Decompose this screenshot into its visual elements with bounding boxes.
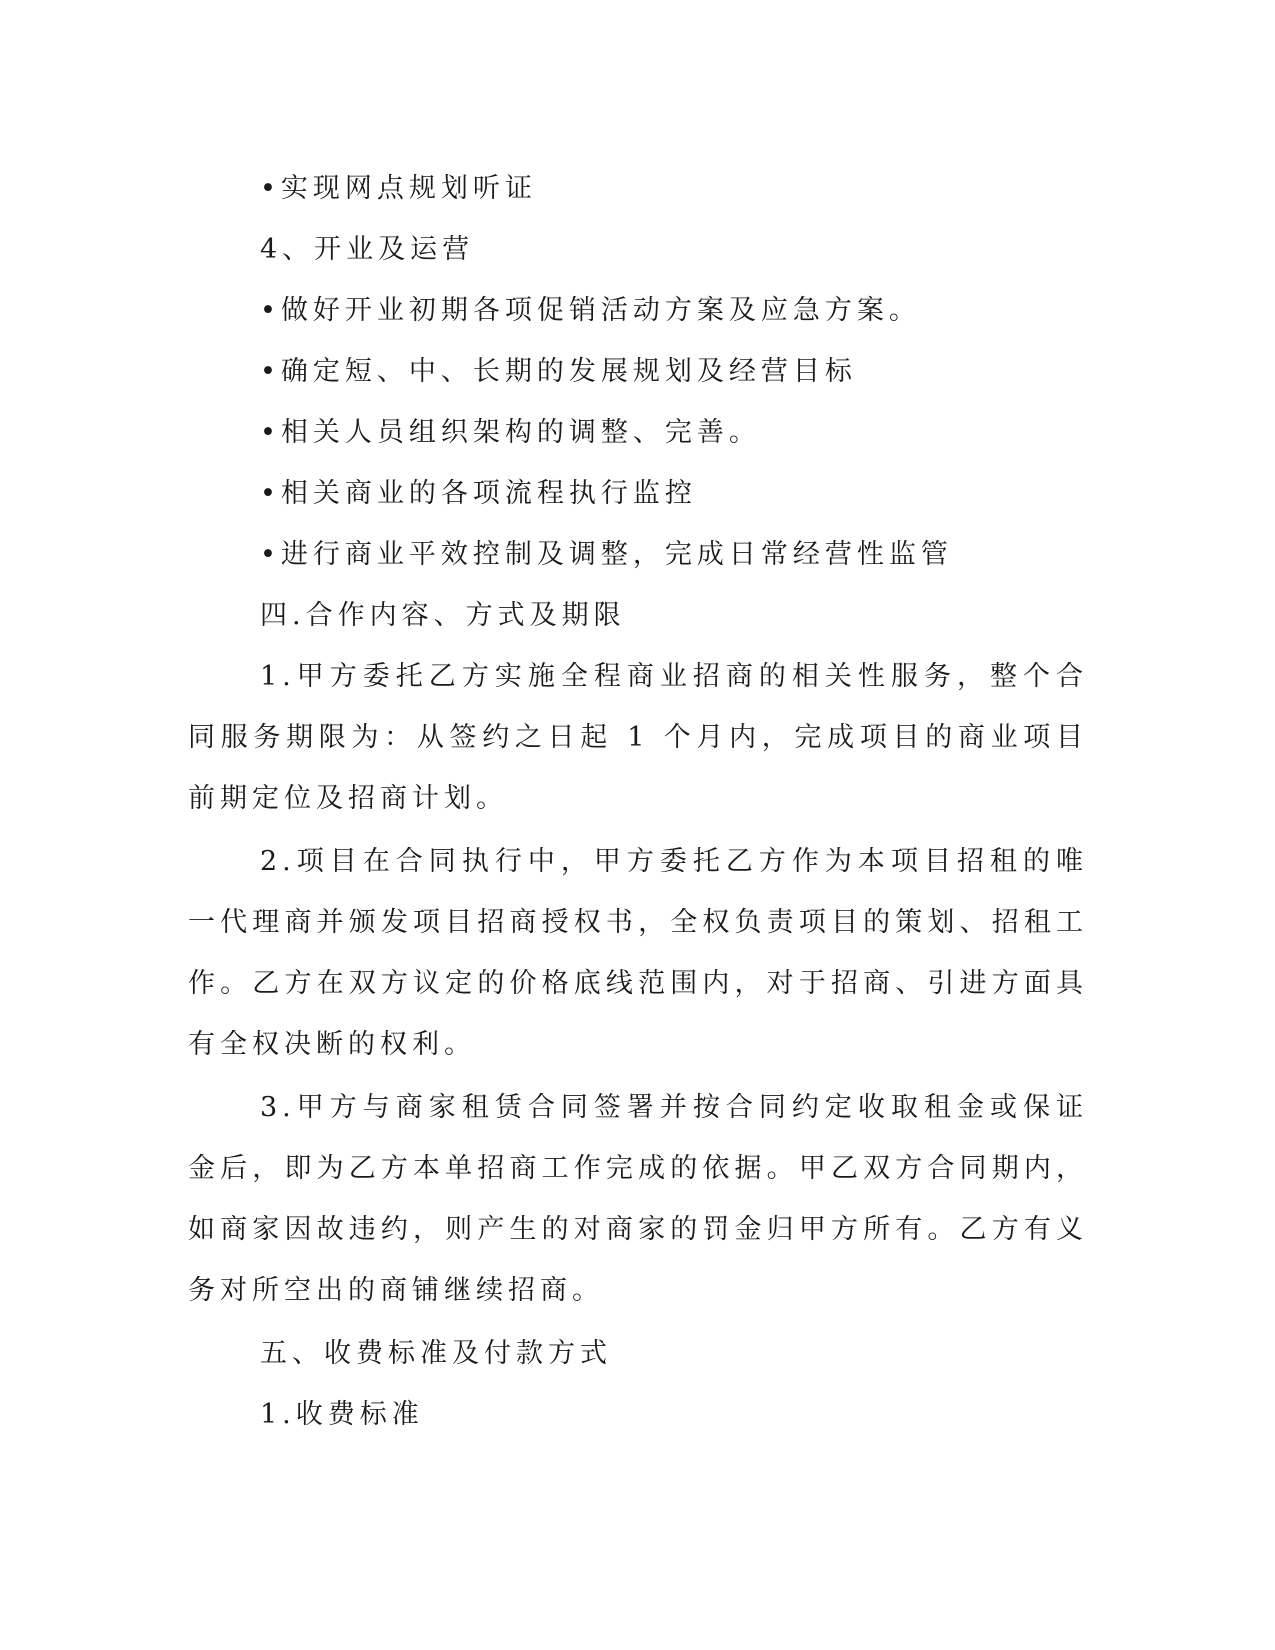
section-heading-opening-operation: 4、开业及运营: [260, 234, 475, 265]
bullet-line-process-monitoring: •相关商业的各项流程执行监控: [260, 478, 697, 509]
section-heading-fees: 五、收费标准及付款方式: [260, 1338, 612, 1369]
section-heading-cooperation: 四.合作内容、方式及期限: [260, 600, 626, 631]
bullet-line-development-plan: •确定短、中、长期的发展规划及经营目标: [260, 356, 857, 387]
document-body: [188, 158, 1088, 1445]
paragraph-service-period: 1.甲方委托乙方实施全程商业招商的相关性服务，整个合同服务期限为：从签约之日起 1 个月内，完成项目的商业项目前期定位及招商计划。: [188, 661, 1088, 814]
bullet-line-outlet-planning: •实现网点规划听证: [260, 173, 537, 204]
bullet-line-organization: •相关人员组织架构的调整、完善。: [260, 417, 761, 448]
paragraph-sole-agent: 2.项目在合同执行中，甲方委托乙方作为本项目招租的唯一代理商并颁发项目招商授权书，全权负责项目的策划、招租工作。乙方在双方议定的价格底线范围内，对于招商、引进方面具有全权决断的权利。: [188, 846, 1088, 1060]
subheading-fee-standard: 1.收费标准: [260, 1399, 424, 1430]
paragraph-completion-basis: 3.甲方与商家租赁合同签署并按合同约定收取租金或保证金后，即为乙方本单招商工作完成的依据。甲乙双方合同期内，如商家因故违约，则产生的对商家的罚金归甲方所有。乙方有义务对所空出的商铺继续招商。: [188, 1092, 1088, 1306]
bullet-line-efficiency-control: •进行商业平效控制及调整，完成日常经营性监管: [260, 539, 953, 570]
bullet-line-promotion-plan: •做好开业初期各项促销活动方案及应急方案。: [260, 295, 921, 326]
